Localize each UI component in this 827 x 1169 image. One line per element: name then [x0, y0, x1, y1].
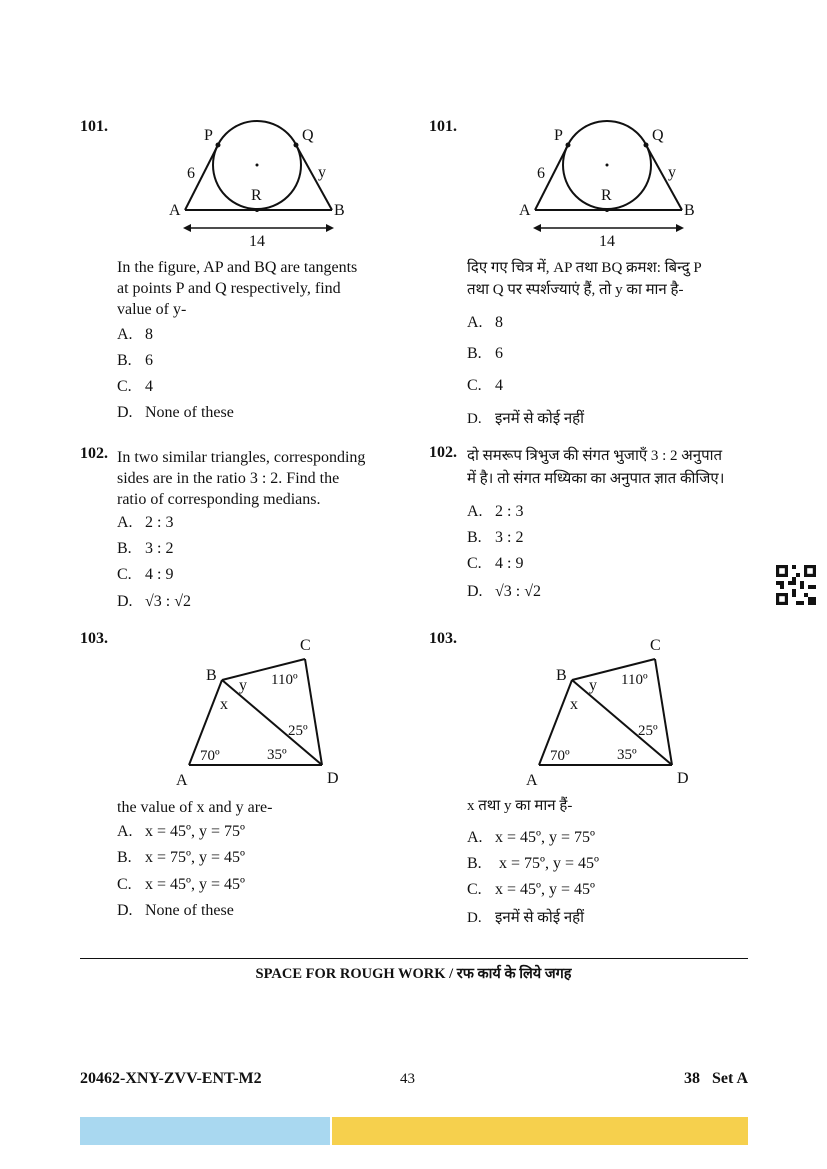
- q102-number-en: 102.: [80, 445, 108, 462]
- q101-label-P: P: [204, 127, 213, 144]
- option-label: B.: [467, 345, 482, 362]
- q103-label-x: x: [220, 696, 228, 713]
- q103-hi-label-A: A: [526, 772, 538, 789]
- q102-question-en: [117, 447, 417, 510]
- q103-number-en: 103.: [80, 630, 108, 647]
- q101-hi-label-Q: Q: [652, 127, 664, 144]
- q103-hi-label-angleBDC: 25º: [638, 723, 658, 739]
- option-text: x = 75º, y = 45º: [495, 855, 599, 872]
- q101-hi-line: तथा Q पर स्पर्शज्याएं हैं, तो y का मान है-: [467, 282, 684, 298]
- q101-label-B: B: [334, 202, 345, 219]
- q101-label-Q: Q: [302, 127, 314, 144]
- option-text: 2 : 3: [495, 503, 524, 520]
- q101-label-AB: 14: [249, 233, 265, 250]
- q101-label-A: A: [169, 202, 181, 219]
- option-label: B.: [117, 849, 132, 866]
- option-text: x = 45º, y = 75º: [495, 829, 595, 846]
- option-label: D.: [467, 583, 483, 600]
- q101-hi-label-R: R: [601, 187, 612, 204]
- option-label: D.: [117, 404, 133, 421]
- q103-option-a-en[interactable]: [117, 823, 245, 841]
- option-text: None of these: [145, 404, 234, 421]
- q101-hi-label-AB: 14: [599, 233, 615, 250]
- q103-hi-label-D: D: [677, 770, 689, 787]
- option-label: B.: [467, 529, 482, 546]
- q103-hi-label-angleA: 70º: [550, 748, 570, 764]
- option-label: D.: [117, 593, 133, 610]
- q103-question-hi: x तथा y का मान हैं-: [467, 798, 573, 814]
- q102-option-b-hi[interactable]: [467, 529, 523, 547]
- option-text: 4 : 9: [495, 555, 524, 572]
- q103-label-angleC: 110º: [271, 672, 298, 688]
- q102-line: sides are in the ratio 3 : 2. Find the: [117, 470, 340, 487]
- q102-number-hi: 102.: [429, 444, 457, 461]
- q103-option-c-en[interactable]: [117, 876, 245, 894]
- q103-label-B: B: [206, 667, 217, 684]
- q101-hi-line: दिए गए चित्र में, AP तथा BQ क्रमश: बिन्दु P: [467, 260, 702, 276]
- q101-number-en: 101.: [80, 118, 108, 135]
- qr-code-icon: [776, 565, 816, 605]
- paper-code: 20462-XNY-ZVV-ENT-M2: [80, 1070, 262, 1087]
- q101-number-hi: 101.: [429, 118, 457, 135]
- option-label: A.: [117, 823, 133, 840]
- q103-hi-label-angleC: 110º: [621, 672, 648, 688]
- page-number: 43: [400, 1071, 415, 1087]
- q102-line: In two similar triangles, corresponding: [117, 449, 366, 466]
- q101-hi-label-AP: 6: [537, 165, 545, 182]
- q101-figure-en: [165, 118, 355, 253]
- option-label: C.: [467, 377, 482, 394]
- option-label: C.: [467, 881, 482, 898]
- option-text: 3 : 2: [495, 529, 524, 546]
- q103-label-A: A: [176, 772, 188, 789]
- q103-label-angleBDC: 25º: [288, 723, 308, 739]
- q101-option-c-hi[interactable]: [467, 377, 503, 395]
- option-text: None of these: [145, 902, 234, 919]
- q101-line: In the figure, AP and BQ are tangents: [117, 259, 358, 276]
- q101-option-b-en[interactable]: [117, 352, 153, 370]
- option-text: इनमें से कोई नहीं: [495, 411, 584, 427]
- q103-option-d-en[interactable]: [117, 902, 234, 920]
- q101-option-d-hi[interactable]: [467, 408, 584, 428]
- q101-question-en: [117, 257, 417, 320]
- option-label: C.: [117, 378, 132, 395]
- q103-hi-label-angleADB: 35º: [617, 747, 637, 763]
- q101-option-b-hi[interactable]: [467, 345, 503, 363]
- q102-line: ratio of corresponding medians.: [117, 491, 321, 508]
- option-label: D.: [117, 902, 133, 919]
- q103-label-C: C: [300, 637, 311, 654]
- option-text: x = 45º, y = 45º: [145, 876, 245, 893]
- q103-option-c-hi[interactable]: [467, 881, 595, 899]
- option-text: 4: [145, 378, 153, 395]
- option-text: 2 : 3: [145, 514, 174, 531]
- option-label: B.: [117, 540, 132, 557]
- option-text: x = 75º, y = 45º: [145, 849, 245, 866]
- q103-label-angleA: 70º: [200, 748, 220, 764]
- q103-hi-label-y: y: [589, 677, 597, 694]
- option-text: 8: [495, 314, 503, 331]
- q101-label-BQ: y: [318, 164, 326, 181]
- q102-option-d-en[interactable]: [117, 593, 191, 611]
- q103-hi-label-x: x: [570, 696, 578, 713]
- option-text: 3 : 2: [145, 540, 174, 557]
- q102-option-a-en[interactable]: [117, 514, 173, 532]
- option-label: A.: [467, 503, 483, 520]
- option-text: √3 : √2: [145, 593, 192, 610]
- option-label: A.: [117, 326, 133, 343]
- q103-label-y: y: [239, 677, 247, 694]
- q103-figure-en: [170, 632, 350, 792]
- option-text: 6: [495, 345, 503, 362]
- footer-blue-bar: [80, 1117, 330, 1145]
- q102-hi-line: में है। तो संगत मध्यिका का अनुपात ज्ञात कीजिए।: [467, 471, 725, 487]
- q102-option-b-en[interactable]: [117, 540, 173, 558]
- q102-option-c-en[interactable]: [117, 566, 173, 584]
- option-label: C.: [117, 876, 132, 893]
- option-text: √3 : √2: [495, 583, 542, 600]
- q102-question-hi: [467, 445, 757, 491]
- rough-work-divider: [80, 958, 748, 959]
- q103-figure-hi: [520, 632, 700, 792]
- q101-option-d-en[interactable]: [117, 404, 234, 422]
- option-label: A.: [467, 314, 483, 331]
- q103-option-b-en[interactable]: [117, 849, 245, 867]
- q103-hi-label-C: C: [650, 637, 661, 654]
- option-label: B.: [117, 352, 132, 369]
- q103-option-a-hi[interactable]: [467, 829, 595, 847]
- q101-line: at points P and Q respectively, find: [117, 280, 341, 297]
- option-text: 8: [145, 326, 153, 343]
- option-label: C.: [467, 555, 482, 572]
- q103-option-b-hi[interactable]: [467, 855, 599, 873]
- rough-work-heading: SPACE FOR ROUGH WORK / रफ कार्य के लिये जगह: [255, 966, 572, 982]
- q101-option-a-hi[interactable]: [467, 314, 503, 332]
- option-label: A.: [467, 829, 483, 846]
- option-text: 6: [145, 352, 153, 369]
- q101-hi-label-B: B: [684, 202, 695, 219]
- q101-label-R: R: [251, 187, 262, 204]
- option-label: A.: [117, 514, 133, 531]
- q101-hi-label-BQ: y: [668, 164, 676, 181]
- q103-question-en: the value of x and y are-: [117, 799, 273, 816]
- q101-line: value of y-: [117, 301, 187, 318]
- q101-label-AP: 6: [187, 165, 195, 182]
- option-text: इनमें से कोई नहीं: [495, 910, 584, 926]
- q103-label-D: D: [327, 770, 339, 787]
- q101-hi-label-P: P: [554, 127, 563, 144]
- option-text: 4: [495, 377, 503, 394]
- q101-hi-label-A: A: [519, 202, 531, 219]
- option-label: D.: [467, 411, 482, 427]
- option-label: C.: [117, 566, 132, 583]
- q102-option-d-hi[interactable]: [467, 583, 541, 601]
- q103-hi-label-B: B: [556, 667, 567, 684]
- footer-yellow-bar: [332, 1117, 748, 1145]
- option-label: B.: [467, 855, 482, 872]
- option-text: x = 45º, y = 75º: [145, 823, 245, 840]
- q103-option-d-hi[interactable]: [467, 907, 584, 927]
- option-label: D.: [467, 910, 482, 926]
- option-text: x = 45º, y = 45º: [495, 881, 595, 898]
- q103-number-hi: 103.: [429, 630, 457, 647]
- option-text: 4 : 9: [145, 566, 174, 583]
- set-label: 38 Set A: [684, 1070, 748, 1087]
- q101-option-a-en[interactable]: [117, 326, 153, 344]
- q101-figure-hi: [515, 118, 705, 253]
- q102-hi-line: दो समरूप त्रिभुज की संगत भुजाएँ 3 : 2 अनुपात: [467, 448, 723, 464]
- q102-option-a-hi[interactable]: [467, 503, 523, 521]
- q102-option-c-hi[interactable]: [467, 555, 523, 573]
- q103-label-angleADB: 35º: [267, 747, 287, 763]
- q101-option-c-en[interactable]: [117, 378, 153, 396]
- q101-question-hi: [467, 257, 757, 301]
